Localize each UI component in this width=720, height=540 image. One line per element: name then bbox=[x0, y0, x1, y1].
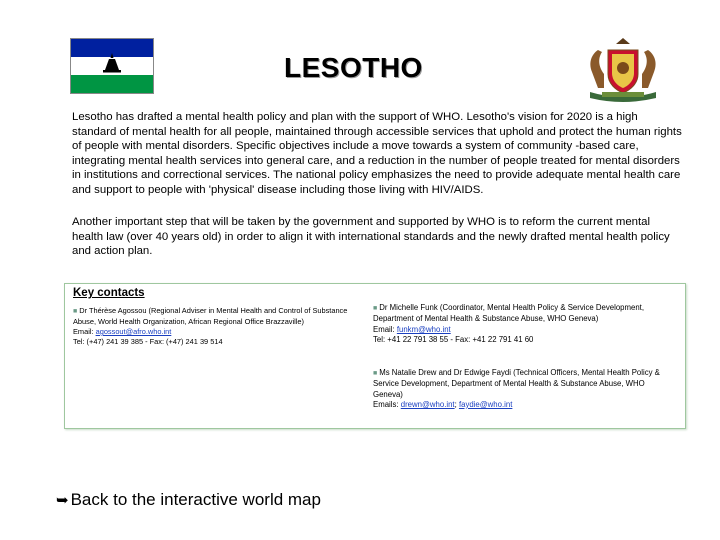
lesotho-flag bbox=[70, 38, 154, 94]
page-title: LESOTHO bbox=[284, 52, 423, 83]
arrow-right-icon: ➥ bbox=[56, 492, 69, 509]
intro-paragraph: Lesotho has drafted a mental health policy and plan with the support of WHO. Lesotho's vision for 2020 is a high standard of mental health for all people, maintained through accessible services that uphold and protect the human rights of people with mental disorders. Specific objectives include a move towards a system of community -based care, integrating mental health services into general care, and a reduction in the number of people treated for mental disorders in institutions and correctional services. The national policy emphasizes the need to provide adequate mental health care and support to people with 'physical' disease including those living with HIV/AIDS. bbox=[72, 111, 682, 196]
reform-paragraph: Another important step that will be taken by the government and supported by WHO is to reform the current mental health law (over 40 years old) in order to align it with international standards and the newly drafted mental health policy and action plan. bbox=[72, 216, 670, 258]
contact-agossou-text: Dr Thérèse Agossou (Regional Adviser in Mental Health and Control of Substance Abuse, World Health Organization, African Regional Office Brazzaville) bbox=[73, 306, 348, 326]
back-to-map-link[interactable] bbox=[56, 490, 321, 510]
mokorotlo-hat-icon bbox=[100, 51, 124, 75]
contact-agossou-phone: Tel: (+47) 241 39 385 - Fax: (+47) 241 39 514 bbox=[73, 337, 223, 346]
email-link-faydi[interactable]: faydie@who.int bbox=[458, 399, 513, 409]
key-contacts-heading: Key contacts bbox=[73, 287, 145, 299]
email-link-drew[interactable]: drewn@who.int bbox=[400, 399, 455, 409]
email-link-agossou[interactable]: agossout@afro.who.int bbox=[95, 327, 172, 336]
bullet-icon: ■ bbox=[373, 305, 378, 312]
key-contacts-box bbox=[64, 283, 686, 429]
email-separator: ; bbox=[454, 399, 459, 409]
contact-funk-text: Dr Michelle Funk (Coordinator, Mental Health Policy & Service Development, Department of Mental Health & Substance Abuse, WHO Geneva) bbox=[373, 303, 645, 324]
contact-drew-faydi bbox=[373, 368, 663, 410]
coat-of-arms-icon bbox=[582, 36, 664, 104]
bullet-icon: ■ bbox=[73, 308, 78, 315]
bullet-icon: ■ bbox=[373, 370, 378, 377]
back-to-map-label: Back to the interactive world map bbox=[70, 490, 321, 509]
email-label: Email: bbox=[73, 327, 96, 336]
contact-funk-phone: Tel: +41 22 791 38 55 - Fax: +41 22 791 41 60 bbox=[373, 334, 534, 344]
emails-label: Emails: bbox=[373, 399, 401, 409]
email-link-funk[interactable]: funkm@who.int bbox=[396, 324, 451, 334]
contact-agossou bbox=[73, 306, 365, 347]
email-label: Email: bbox=[373, 324, 397, 334]
contact-drew-faydi-text: Ms Natalie Drew and Dr Edwige Faydi (Technical Officers, Mental Health Policy & Service Development, Department of Mental Health & Substance Abuse, WHO Geneva) bbox=[373, 368, 660, 399]
contact-funk bbox=[373, 303, 663, 345]
